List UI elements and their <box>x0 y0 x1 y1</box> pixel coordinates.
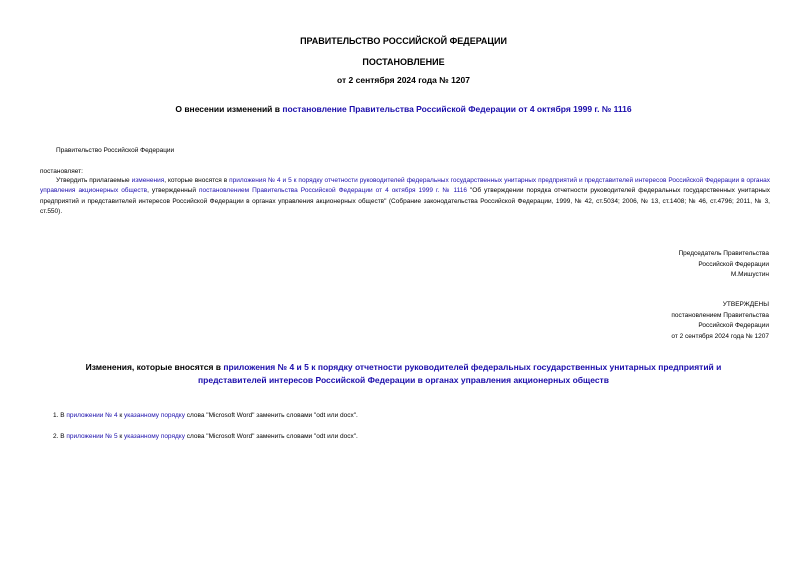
changes-link[interactable]: изменения <box>131 176 165 184</box>
document-title <box>0 104 807 114</box>
body-paragraph <box>40 176 770 218</box>
changes-title-prefix: Изменения, которые вносятся в <box>85 362 224 372</box>
title-decree-link[interactable]: постановление Правительства Российской Федерации от 4 октября 1999 г. № 1116 <box>282 104 632 114</box>
list-item <box>53 411 358 422</box>
preamble-decrees: постановляет: <box>40 168 83 175</box>
changes-title-link[interactable]: приложения № 4 и 5 к порядку отчетности руководителей федеральных государственных унитарных предприятий и представителей интересов Российской Федерации в органах управления акционерных обществ <box>198 362 722 385</box>
item-number: 1. В <box>53 412 67 419</box>
date-number: от 2 сентября 2024 года № 1207 <box>337 75 470 85</box>
body-text-3: , утвержденный <box>147 187 199 194</box>
decree-1116-link[interactable]: постановлением Правительства Российской Федерации от 4 октября 1999 г. № 1116 <box>198 187 467 194</box>
item-number: 2. В <box>53 433 67 440</box>
approved-line-3: Российской Федерации <box>698 322 769 329</box>
item-text: слова "Microsoft Word" заменить словами "odt или docx". <box>184 412 358 419</box>
document-type-heading: ПОСТАНОВЛЕНИЕ <box>362 57 445 67</box>
signature-line-1: Председатель Правительства <box>678 250 769 257</box>
signature-name: М.Мишустин <box>730 271 769 278</box>
item-mid: к <box>117 433 125 440</box>
body-text-2: , которые вносятся в <box>164 176 230 184</box>
body-text-4: "Об утверждении порядка отчетности руководителей федеральных государственных унитарных предприятий и представителей интересов Российской Федерации в органах управления акционерных обществ" (Собрание законодательства Российской Федерации, 1999, № 42, ст.5034; 2006, № 13, ст.1408; № 46, ст.4796; 2011, № 3, ст.550). <box>40 187 770 215</box>
item-text: слова "Microsoft Word" заменить словами "odt или docx". <box>184 433 358 440</box>
item-order-link[interactable]: указанному порядку <box>124 412 185 419</box>
title-prefix: О внесении изменений в <box>175 104 283 114</box>
changes-title <box>60 361 747 386</box>
approved-line-1: УТВЕРЖДЕНЫ <box>722 301 769 308</box>
item-appendix-link[interactable]: приложении № 4 <box>66 412 118 419</box>
item-order-link[interactable]: указанному порядку <box>124 433 185 440</box>
appendices-link[interactable]: приложения № 4 и 5 к порядку отчетности руководителей федеральных государственных унитарных предприятий и представителей интересов Российской Федерации в органах управления акционерных обществ <box>40 176 770 194</box>
list-item <box>53 432 358 443</box>
government-heading: ПРАВИТЕЛЬСТВО РОССИЙСКОЙ ФЕДЕРАЦИИ <box>300 36 507 46</box>
signature-line-2: Российской Федерации <box>698 260 769 268</box>
approved-line-4: от 2 сентября 2024 года № 1207 <box>671 332 769 340</box>
approved-line-2: постановлением Правительства <box>671 311 769 319</box>
body-text-1: Утвердить прилагаемые <box>56 176 132 184</box>
approved-block <box>671 300 769 342</box>
item-mid: к <box>117 412 125 419</box>
preamble-government: Правительство Российской Федерации <box>56 147 175 154</box>
item-appendix-link[interactable]: приложении № 5 <box>66 433 118 440</box>
signature-block <box>678 249 769 281</box>
